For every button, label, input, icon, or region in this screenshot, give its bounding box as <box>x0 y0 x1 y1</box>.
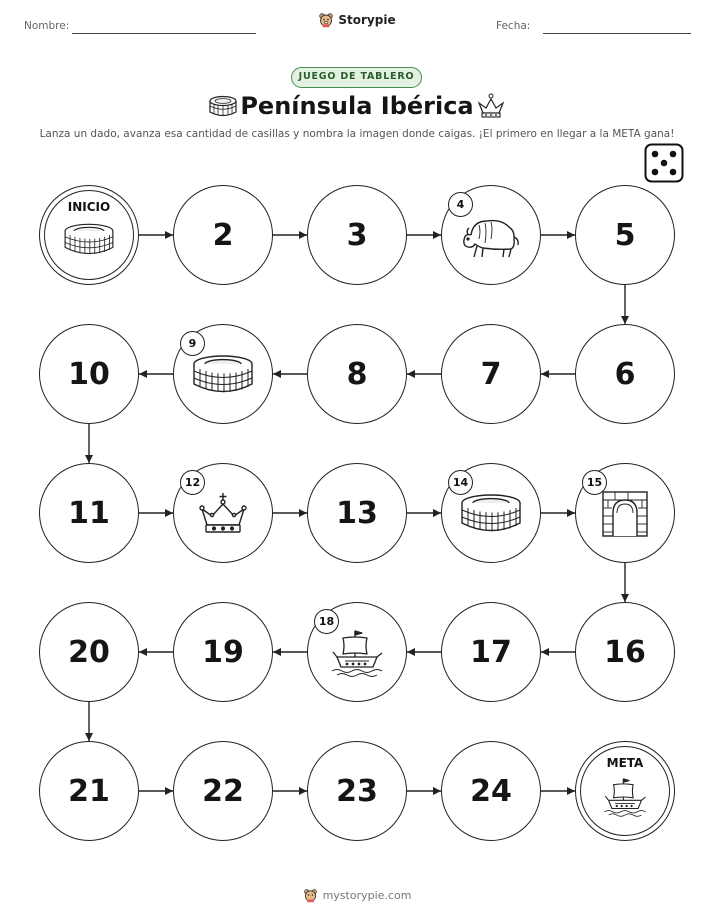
space-number: 13 <box>336 495 378 531</box>
arrow-head <box>567 231 575 239</box>
arrow-head <box>299 787 307 795</box>
board-space-24 <box>441 741 541 841</box>
arch-icon <box>600 489 650 543</box>
space-number-badge: 14 <box>448 470 473 495</box>
arrow-head <box>541 370 549 378</box>
amphitheater-icon <box>189 353 257 401</box>
arrow-head <box>567 787 575 795</box>
space-number-badge: 9 <box>180 331 205 356</box>
brand-name: Storypie <box>338 13 396 27</box>
arrow-head <box>165 787 173 795</box>
arrow-head <box>139 648 147 656</box>
footer-url: mystorypie.com <box>322 889 412 902</box>
arrow-head <box>567 509 575 517</box>
instructions-text: Lanza un dado, avanza esa cantidad de casillas y nombra la imagen donde caigas. ¡El primero en llegar a la META gana! <box>39 128 675 140</box>
arrow-head <box>433 787 441 795</box>
arrow-head <box>621 316 629 324</box>
arrow-head <box>165 231 173 239</box>
space-number: 23 <box>336 773 378 809</box>
board-space-15 <box>575 463 675 563</box>
arrow-head <box>273 370 281 378</box>
page-title: Península Ibérica <box>240 92 474 120</box>
date-label: Fecha: <box>496 20 531 32</box>
space-number: 24 <box>470 773 512 809</box>
space-number: 21 <box>68 773 110 809</box>
board-space-11 <box>39 463 139 563</box>
space-number: 2 <box>212 217 234 253</box>
board-space-18 <box>307 602 407 702</box>
arrow-head <box>541 648 549 656</box>
game-type-badge: JUEGO DE TABLERO <box>291 67 422 88</box>
arrow-head <box>433 509 441 517</box>
board-space-19 <box>173 602 273 702</box>
arrow-head <box>165 509 173 517</box>
space-number-badge: 15 <box>582 470 607 495</box>
board-space-13 <box>307 463 407 563</box>
space-number: 20 <box>68 634 110 670</box>
board-space-23 <box>307 741 407 841</box>
ship-icon <box>602 776 648 822</box>
arrow-head <box>299 509 307 517</box>
space-number: 10 <box>68 356 110 392</box>
footer <box>0 888 714 907</box>
space-number-badge: 12 <box>180 470 205 495</box>
arrow-head <box>407 370 415 378</box>
space-number: 22 <box>202 773 244 809</box>
board-space-20 <box>39 602 139 702</box>
arrow-head <box>85 455 93 463</box>
arrow-head <box>299 231 307 239</box>
board-space-12 <box>173 463 273 563</box>
board-space-4 <box>441 185 541 285</box>
name-label: Nombre: <box>24 20 70 32</box>
space-number: 6 <box>614 356 636 392</box>
space-number: 3 <box>346 217 368 253</box>
arrow-head <box>433 231 441 239</box>
crown-icon <box>197 491 249 541</box>
board-space-5 <box>575 185 675 285</box>
space-number: 17 <box>470 634 512 670</box>
bear-icon <box>303 888 318 903</box>
space-number: 16 <box>604 634 646 670</box>
board-space-3 <box>307 185 407 285</box>
start-space <box>39 185 139 285</box>
board-space-17 <box>441 602 541 702</box>
board-space-9 <box>173 324 273 424</box>
arrow-head <box>621 594 629 602</box>
space-number: 8 <box>346 356 368 392</box>
arrow-head <box>407 648 415 656</box>
space-number: 5 <box>614 217 636 253</box>
board-space-2 <box>173 185 273 285</box>
space-number: 7 <box>480 356 502 392</box>
board-space-6 <box>575 324 675 424</box>
bison-icon <box>459 213 523 263</box>
board-space-7 <box>441 324 541 424</box>
finish-label: META <box>606 756 644 770</box>
board-space-8 <box>307 324 407 424</box>
space-number-badge: 18 <box>314 609 339 634</box>
start-label: INICIO <box>67 200 111 214</box>
arrow-head <box>139 370 147 378</box>
board-space-10 <box>39 324 139 424</box>
board-space-16 <box>575 602 675 702</box>
board-space-14 <box>441 463 541 563</box>
ship-icon <box>329 628 385 682</box>
board-space-21 <box>39 741 139 841</box>
space-number-badge: 4 <box>448 192 473 217</box>
finish-space <box>575 741 675 841</box>
amphitheater-icon <box>457 492 525 540</box>
space-number: 19 <box>202 634 244 670</box>
arrow-head <box>273 648 281 656</box>
arrow-head <box>85 733 93 741</box>
board-space-22 <box>173 741 273 841</box>
amphitheater-icon <box>61 221 117 263</box>
space-number: 11 <box>68 495 110 531</box>
